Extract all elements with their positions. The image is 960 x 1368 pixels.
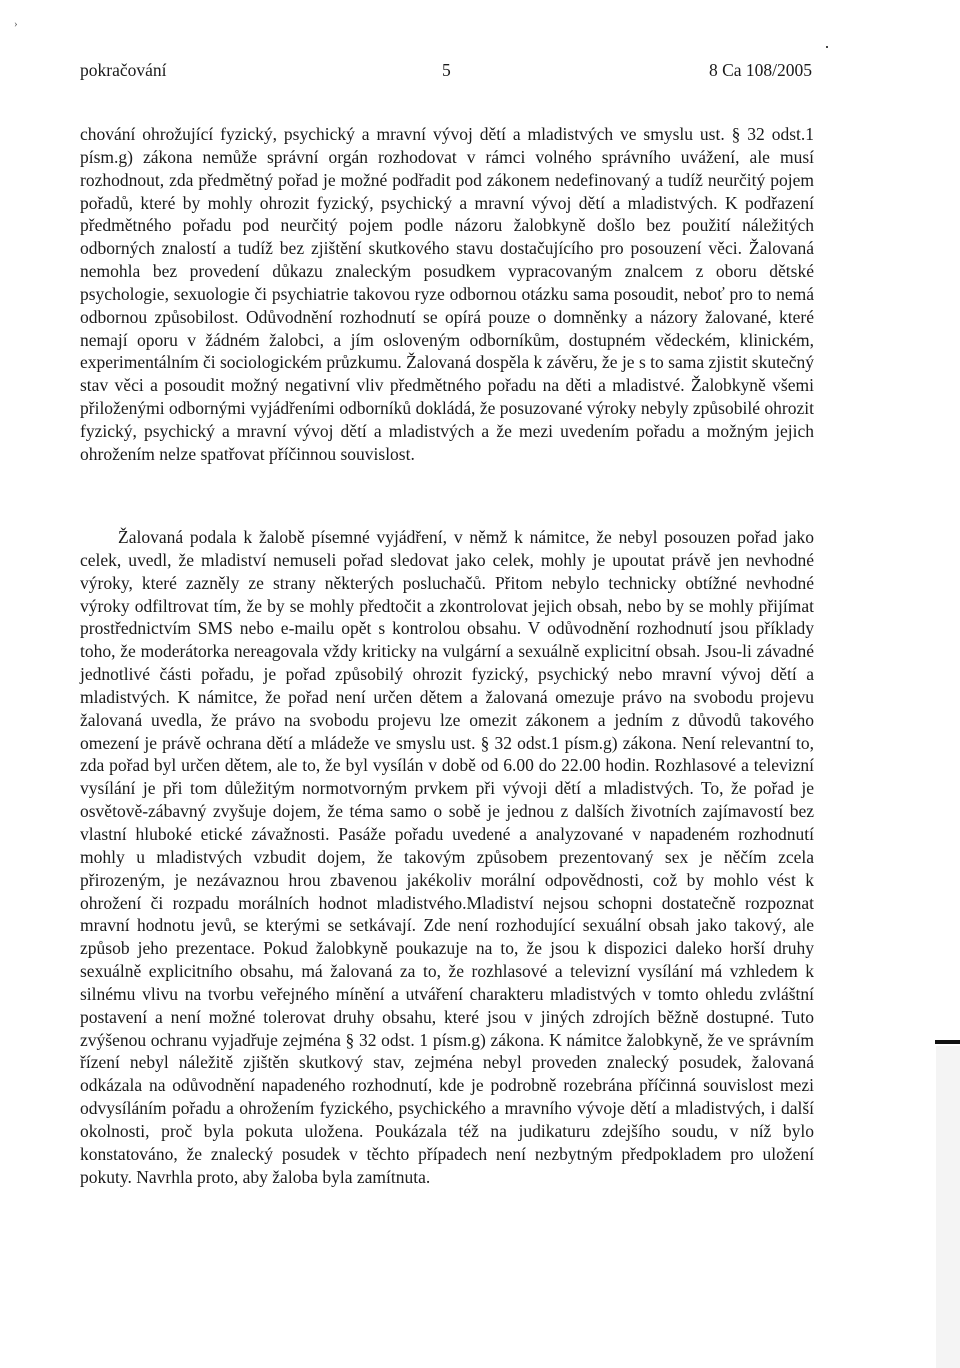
scan-speck: [826, 46, 828, 48]
scan-edge-bar: [935, 1040, 960, 1044]
page-number: 5: [442, 60, 451, 80]
scan-edge-shadow: [936, 1046, 960, 1368]
paragraph-defendant-response: Žalovaná podala k žalobě písemné vyjádření, v němž k námitce, že nebyl posouzen pořad jako celek, uvedl, že mladiství nemuseli pořad sledovat jako celek, mohly je upoutat právě jen nevhodné výroky, které zazněly ze strany některých posluchačů. Přitom nebylo technicky obtížné nevhodné výroky odfiltrovat tím, že by se mohly předtočit a zkontrolovat jejich obsah, nebo by se mohly přijímat prostřednictvím SMS nebo e-mailu opět s kontrolou obsahu. V odůvodnění rozhodnutí jsou příklady toho, že moderátorka nereagovala vždy kriticky na vulgární a sexuálně explicitní obsah. Jsou-li závadné jednotlivé části pořadu, je pořad způsobilý ohrozit fyzický, psychický nebo mravní vývoj dětí a mladistvých. K námitce, že pořad není určen dětem a žalovaná omezuje právo na svobodu projevu žalovaná uvedla, že právo na svobodu projevu lze omezit zákonem a jedním z důvodů takového omezení je právě ochrana dětí a mládeže ve smyslu ust. § 32 odst.1 písm.g) zákona. Není relevantní to, zda pořad byl určen dětem, ale to, že byl vysílán v době od 6.00 do 22.00 hodin. Rozhlasové a televizní vysílání je při tom důležitým normotvorným prvkem při vývoji dětí a mladistvých. To, že pořad je osvětově-zábavný zvyšuje dojem, že téma samo o sobě je jednou z dalších životních zajímavostí bez vlastní hluboké etické závažnosti. Pasáže pořadu uvedené a analyzované v napadeném rozhodnutí mohly u mladistvých vzbudit dojem, že takovým způsobem prezentovaný sex je něčím zcela přirozeným, je nezávaznou hrou zbavenou jakékoliv morální odpovědnosti, což by mohlo vést k ohrožení či rozpadu morálních hodnot mladistvého.Mladiství nejsou schopni dostatečně rozpoznat mravní hodnotu jevů, se kterými se setkávají. Zde není rozhodující sexuální obsah jako takový, ale způsob jeho prezentace. Pokud žalobkyně poukazuje na to, že jsou k dispozici daleko horší druhy sexuálně explicitního obsahu, má žalovaná za to, že rozhlasové a televizní vysílání má vzhledem k silnému vlivu na tvorbu veřejného mínění a utváření charakteru mladistvých v tomto ohledu zvláštní postavení a není možné tolerovat druhy obsahu, které jsou v jiných zdrojích běžně dostupné. Tuto zvýšenou ochranu vyjadřuje zejména § 32 odst. 1 písm.g) zákona. K námitce žalobkyně, že ve správním řízení nebyl náležitě zjištěn skutkový stav, zejména nebyl proveden znalecký posudek, žalovaná odkázala na odůvodnění napadeného rozhodnutí, kde je podrobně rozebrána příčinná souvislost mezi odvysíláním pořadu a ohrožením fyzického, psychického a mravního vývoje dětí a mladistvých, i další okolnosti, proč byla pokuta uložena. Poukázala též na judikaturu zdejšího soudu, v níž bylo konstatováno, že znalecký posudek v těchto případech není nezbytným předpokladem pro uložení pokuty. Navrhla proto, aby žaloba byla zamítnuta.: [80, 527, 814, 1187]
scan-artifact-mark: ›: [14, 18, 18, 30]
paragraph-plaintiff-argument: chování ohrožující fyzický, psychický a mravní vývoj dětí a mladistvých ve smyslu ust. § 32 odst.1 písm.g) zákona nemůže správní orgán rozhodovat v rámci volného správního uvážení, ale musí rozhodnout, zda předmětný pořad je možné podřadit pod zákonem nedefinovaný a tudíž neurčitý pojem pořadů, které by mohly ohrozit fyzický, psychický a mravní vývoj dětí a mladistvých. K podřazení předmětného pořadu pod neurčitý pojem podle názoru žalobkyně došlo bez použití náležitých odborných znalostí a tudíž bez zjištění skutkového stavu dostačujícího pro posouzení věci. Žalovaná nemohla bez provedení důkazu znaleckým posudkem vypracovaným znalcem z oboru dětské psychologie, sexuologie či psychiatrie takovou ryze odbornou otázku sama posoudit, neboť pro to nemá odbornou způsobilost. Odůvodnění rozhodnutí se opírá pouze o domněnky a názory žalované, které nemají oporu v žádném žalobci, a jím osloveným odborníkům, dostupném vědeckém, klinickém, experimentálním či sociologickém průzkumu. Žalovaná dospěla k závěru, že je s to sama zjistit skutečný stav věci a posoudit možný negativní vliv předmětného pořadu na děti a mladistvé. Žalobkyně všemi přiloženými odbornými vyjádřeními odborníků dokládá, že posuzované výroky nebyly způsobilé ohrozit fyzický, psychický a mravní vývoj dětí a mladistvých a že mezi uvedením pořadu a možným jejich ohrožením nelze spatřovat příčinnou souvislost.: [80, 124, 814, 464]
header-continuation-label: pokračování: [80, 60, 167, 80]
case-number: 8 Ca 108/2005: [708, 60, 812, 80]
page-header: [80, 60, 812, 84]
